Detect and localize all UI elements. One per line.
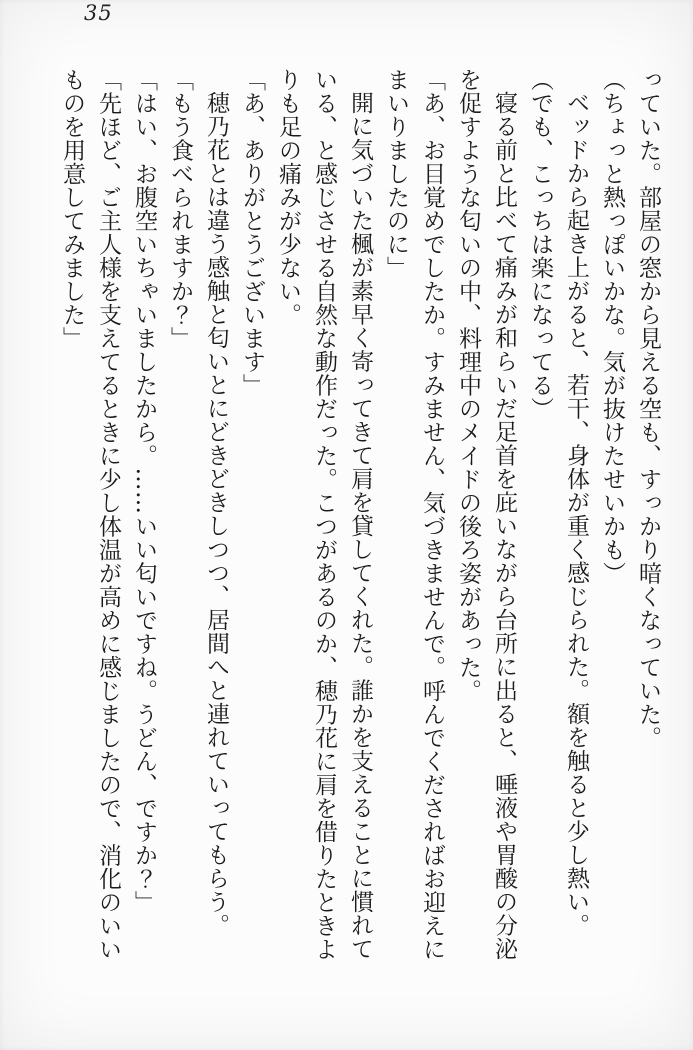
paragraph-8: 「あ、ありがとうございます」 <box>239 68 265 397</box>
paragraph-3: ベッドから起き上がると、若干、身体が重く感じられた。額を触ると少し熱い。 <box>563 91 589 937</box>
paragraph-7: 開に気づいた楓が素早く寄ってきて肩を貸してくれた。誰かを支えることに慣れている、と感じさせる自然な動作だった。こつがあるのか、穂乃花に肩を借りたときよりも足の痛みが少ない。 <box>275 68 373 961</box>
paragraph-2: （ちょっと熱っぽいかな。気が抜けたせいかも） <box>599 68 625 585</box>
paragraph-12: 「先ほど、ご主人様を支えてるときに少し体温が高めに感じましたので、消化のいいものを用意してみました」 <box>59 68 121 961</box>
text-block <box>54 68 666 962</box>
paragraph-4: （でも、こっちは楽になってる） <box>527 68 553 421</box>
paragraph-11: 「はい、お腹空いちゃいましたから。……いい匂いですね。うどん、ですか？」 <box>131 68 157 914</box>
page-number: 35 <box>84 1 113 25</box>
paragraph-1: っていた。部屋の窓から見える空も、すっかり暗くなっていた。 <box>635 68 661 750</box>
paragraph-9: 穂乃花とは違う感触と匂いとにどきどきしつつ、居間へと連れていってもらう。 <box>203 91 229 937</box>
paragraph-6: 「あ、お目覚めでしたか。すみません、気づきませんで。呼んでくださればお迎えにまいりましたのに」 <box>383 68 445 961</box>
paragraph-10: 「もう食べられますか？」 <box>167 68 193 350</box>
paragraph-5: 寝る前と比べて痛みが和らいだ足首を庇いながら台所に出ると、唾液や胃酸の分泌を促すような匂いの中、料理中のメイドの後ろ姿があった。 <box>455 68 517 961</box>
